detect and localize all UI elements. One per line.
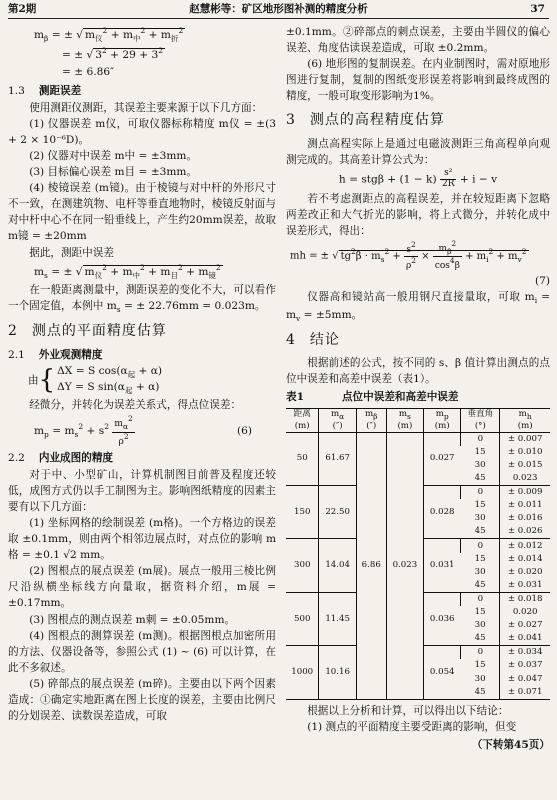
cell-m-p: 0.028	[424, 486, 461, 539]
paragraph: 仪器高和镜站高一般用钢尺直接量取，可取 $m_i = m_v = \pm 5mm$。	[286, 291, 550, 323]
paragraph: (6) 地形图的复制误差。在内业制图时，需对原地形图进行复制，复制的图纸变形误差将影响到最终成图的精度，一般可取变形影响为1%。	[286, 58, 550, 103]
page-number: 37	[530, 3, 545, 15]
issue-number: 第2期	[8, 3, 37, 15]
section-2-1-heading: 2.1 外业观测精度	[8, 348, 103, 361]
cell-m-p: 0.027	[424, 432, 461, 485]
paragraph: (5) 碎部点的展点误差 (m碎)。主要由以下两个因素造成：①确定实地距离在图上长度的误差，主要由比例尺的分划误差、读数误差造成，可取	[8, 677, 276, 723]
cell-m-beta: 6.86	[356, 432, 386, 699]
cell-m-h: ± 0.047	[500, 672, 550, 685]
table-caption	[286, 389, 550, 405]
running-title: 赵慧彬等：矿区地形图补测的精度分析	[189, 3, 368, 15]
paragraph: 经微分，并转化为误差关系式，得点位误差：	[29, 399, 242, 412]
cell-m-h: ± 0.014	[500, 553, 550, 566]
col-distance: 距离	[293, 409, 311, 420]
equation-height: h = stgβ + (1 − k) $\frac{\text{s²}}{2R}$ + i − v	[338, 167, 498, 189]
cell-vertical-angle: 15	[474, 500, 486, 511]
cell-vertical-angle: 45	[474, 579, 486, 590]
paragraph: (1) 仪器误差 m仪，可取仪器标称精度 m仪 = ±(3 + 2 × 10⁻⁶D)。	[8, 117, 276, 146]
cell-vertical-angle: 30	[474, 673, 486, 684]
col-vertical-angle: 垂直角	[461, 408, 500, 421]
equation-mb-step2: = ± √ $3^2 + 29 + 3^2$	[62, 46, 164, 62]
paragraph: (4) 图根点的测算误差 (m测)。根据图根点加密所用的方法、仪器设备等，参照公式 (1) ~ (6) 可以计算，在此不多叙述。	[8, 629, 276, 674]
col-m-p: mp	[424, 408, 461, 421]
cell-vertical-angle: 30	[474, 513, 486, 524]
cell-m-h: ± 0.016	[500, 512, 550, 525]
cell-m-alpha: 11.45	[319, 592, 356, 645]
col-m-h: mh	[500, 408, 550, 421]
cell-vertical-angle: 0	[461, 592, 500, 606]
results-table	[286, 408, 550, 700]
cell-m-p: 0.036	[424, 592, 461, 645]
cell-m-h: ± 0.015	[500, 459, 550, 472]
paragraph: 对于中、小型矿山，计算机制图目前普及程度还较低，成图方式仍以手工制图为主。影响图纸精度的因素主要有以下几方面：	[8, 468, 276, 513]
cell-vertical-angle: 45	[474, 633, 486, 644]
cell-m-alpha: 22.50	[319, 486, 356, 539]
cell-m-h: ± 0.018	[500, 592, 550, 606]
cell-distance: 1000	[286, 646, 319, 699]
cell-m-h: ± 0.041	[500, 632, 550, 646]
section-1-3-heading: 1.3 测距误差	[8, 84, 82, 97]
paragraph: 测点高程实际上是通过电磁波测距三角高程单向观测完成的。其高差计算公式为：	[286, 137, 550, 166]
equation-ms: $m_s$ = ± √ $m_仪^2 + m_中^2 + m_目^2 + m_镜^2$	[34, 262, 221, 280]
cell-vertical-angle: 15	[474, 446, 486, 457]
cell-m-h: ± 0.026	[500, 525, 550, 539]
cell-m-h: ± 0.011	[500, 499, 550, 512]
cell-m-alpha: 14.04	[319, 539, 356, 592]
cell-m-alpha: 10.16	[319, 646, 356, 699]
equation-6: $m_p = m_s^2 + s^2$ $\frac{m_\alpha^2}{\rho^2}$ (6)	[34, 414, 252, 447]
equation-mb-result: = ± 6.86″	[62, 66, 115, 79]
paragraph: (1) 坐标网格的绘制误差 (m格)。一个方格边的误差取 ±0.1mm，则由两个相邻边展点时，对点位的影响 m格 = ±0.1 √2 mm。	[8, 516, 276, 562]
paragraph: 根据以上分析和计算，可以得出以下结论：	[307, 704, 509, 717]
cell-distance: 500	[286, 592, 319, 645]
col-m-s: ms	[386, 408, 423, 421]
cell-m-h: ± 0.010	[500, 446, 550, 459]
section-2-heading: 2 测点的平面精度估算	[8, 323, 167, 340]
cell-distance: 300	[286, 539, 319, 592]
cell-vertical-angle: 30	[474, 566, 486, 577]
cell-vertical-angle: 0	[461, 432, 500, 446]
cell-m-h: 0.020	[500, 606, 550, 619]
cell-m-h: ± 0.020	[500, 566, 550, 579]
paragraph: ±0.1mm。②碎部点的刺点误差，主要由半圆仪的偏心误差、角度估读误差造成，可取 ±0.2mm。	[286, 26, 550, 55]
cell-vertical-angle: 0	[461, 539, 500, 553]
table-header-row	[286, 408, 550, 421]
cell-m-h: ± 0.037	[500, 659, 550, 672]
equation-mb: $m_\beta$ = ± √ $m_仪^2 + m_中^2 + m_折^2$	[34, 26, 184, 43]
cell-distance: 50	[286, 432, 319, 485]
equation-system: 由{ ΔX = S $\cos(\alpha_起 + \alpha)$ ΔY = S $\sin(\alpha_起 + \alpha)$	[28, 364, 163, 396]
section-4-heading: 4 结论	[286, 332, 340, 348]
table-row	[286, 432, 550, 446]
cell-vertical-angle: 15	[474, 607, 486, 618]
cell-m-h: 0.023	[500, 472, 550, 486]
cell-vertical-angle: 30	[474, 460, 486, 471]
cell-m-h: ± 0.012	[500, 539, 550, 553]
cell-vertical-angle: 0	[461, 486, 500, 500]
cell-vertical-angle: 30	[474, 620, 486, 631]
paragraph: (1) 测点的平面精度主要受距离的影响，但变	[307, 720, 517, 733]
paragraph: (3) 目标偏心误差 m目 = ±3mm。	[29, 166, 198, 179]
section-2-2-heading: 2.2 内业成图的精度	[8, 451, 114, 464]
paragraph: (3) 图根点的测点误差 m刺 = ±0.05mm。	[29, 613, 236, 626]
paragraph: (2) 仪器对中误差 m中 = ±3mm。	[29, 149, 198, 162]
cell-m-h: ± 0.034	[500, 646, 550, 660]
section-3-heading: 3 测点的高程精度估算	[286, 112, 445, 129]
cell-m-h: ± 0.031	[500, 579, 550, 593]
paragraph: 使用测距仪测距，其误差主要来源于以下几方面：	[29, 101, 263, 114]
paragraph: (2) 图根点的展点误差 (m展)。展点一般用三棱比例尺沿纵横坐标线方向量取，据资料介绍，m展 = ±0.17mm。	[8, 565, 276, 610]
cell-vertical-angle: 0	[461, 646, 500, 660]
right-column	[286, 24, 550, 753]
paragraph: (4) 棱镜误差 (m镜)。由于棱镜与对中杆的外形尺寸不一致，在测建筑物、电杆等垂直地物时，棱镜反射面与对中杆中心不在同一铅垂线上，产生约20mm误差，故取 m镜 = ±20mm	[8, 182, 276, 243]
cell-vertical-angle: 15	[474, 553, 486, 564]
cell-m-s: 0.023	[386, 432, 423, 699]
cell-vertical-angle: 15	[474, 660, 486, 671]
cell-distance: 150	[286, 486, 319, 539]
cell-m-p: 0.031	[424, 539, 461, 592]
table-label: 表1	[286, 391, 304, 404]
cell-m-p: 0.054	[424, 646, 461, 699]
cell-vertical-angle: 45	[474, 526, 486, 537]
continued-note: （下转第45页）	[471, 738, 550, 751]
cell-vertical-angle: 45	[474, 473, 486, 484]
col-m-beta: mβ	[356, 408, 386, 421]
equation-7: mh = ± √ $tg^2\beta \cdot m_s^2$ + $\frac{s^2}{\rho^2}$ × $\frac{m_\beta^2}{\cos^4\beta}$ + $m_i^2 + m_v^2$	[290, 238, 527, 272]
left-column	[8, 24, 276, 724]
paragraph: 若不考虑测距点的高程误差，并在较短距离下忽略两差改正和大气折光的影响，将上式微分，并转化成中误差形式，得出：	[286, 192, 550, 237]
table-unit-row: (m) (″) (″) (m) (m) (°) (m)	[286, 421, 550, 432]
cell-m-h: ± 0.007	[500, 432, 550, 446]
paragraph: 在一般距离测量中，测距误差的变化不大，可以看作一个固定值，本例中 $m_s$ = ± 22.76mm = 0.023m。	[8, 284, 276, 315]
paragraph: 据此，测距中误差	[29, 246, 114, 259]
col-m-alpha: mα	[319, 408, 356, 421]
running-header	[8, 2, 549, 19]
cell-vertical-angle: 45	[474, 686, 486, 697]
cell-m-h: ± 0.009	[500, 486, 550, 500]
cell-m-h: ± 0.027	[500, 619, 550, 632]
table-title: 点位中误差和高差中误差	[341, 391, 459, 404]
equation-7-number: (7)	[534, 275, 550, 288]
cell-m-alpha: 61.67	[319, 432, 356, 485]
paragraph: 根据前述的公式，按不同的 s、β 值计算出测点的点位中误差和高差中误差（表1）。	[286, 357, 550, 386]
cell-m-h: ± 0.071	[500, 685, 550, 699]
